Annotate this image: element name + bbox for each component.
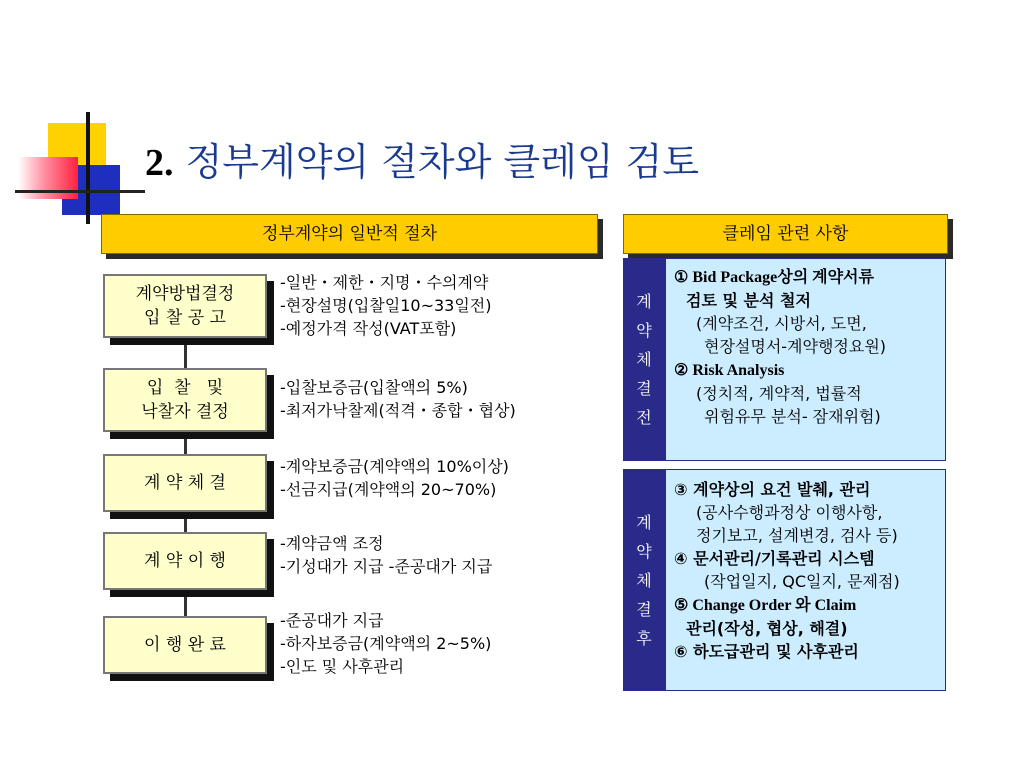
desc-line: -계약금액 조정 [280,534,384,553]
label-before-contract: 계 약 체 결 전 [623,258,665,461]
step-box-performance [103,532,267,590]
step-box-completion [103,616,267,674]
step-description [280,376,516,422]
claim-item-heading: ② Risk Analysis [674,362,785,379]
step-box-contract [103,454,267,512]
step-box-award [103,368,267,432]
title-number: 2. [145,142,174,184]
desc-line: -일반・제한・지명・수의계약 [280,273,489,292]
title-text: 정부계약의 절차와 클레임 검토 [185,140,700,184]
step-description [280,532,492,578]
page-title [145,138,699,187]
desc-line: -예정가격 작성(VAT포함) [280,319,457,338]
claim-line: 정기보고, 설계변경, 검사 등) [696,526,898,545]
ornament-vertical-line [86,112,90,224]
claim-line: 위험유무 분석- 잠재위험) [704,407,881,426]
step-label: 계 약 이 행 [144,551,226,571]
step-label: 낙찰자 결정 [141,402,229,422]
claim-line: 검토 및 분석 철저 [686,291,811,310]
claim-item-heading: ④ 문서관리/기록관리 시스템 [674,549,875,568]
claim-item-heading: ① Bid Package상의 계약서류 [674,269,874,286]
desc-line: -입찰보증금(입찰액의 5%) [280,378,468,397]
desc-line: -하자보증금(계약액의 2~5%) [280,634,492,653]
step-box-bidding-notice [103,274,267,338]
panel-after-contract [665,469,946,691]
desc-line: -최저가낙찰제(적격・종합・협상) [280,401,516,420]
step-description [280,271,492,340]
desc-line: -준공대가 지급 [280,611,384,630]
ornament-horizontal-line [15,190,145,193]
claim-line: 관리(작성, 협상, 해결) [686,619,848,638]
step-label: 계약방법결정 [135,284,235,304]
desc-line: -기성대가 지급 -준공대가 지급 [280,557,493,576]
left-header: 정부계약의 일반적 절차 [101,214,598,254]
step-description [280,455,509,501]
desc-line: -인도 및 사후관리 [280,657,405,676]
desc-line: -현장설명(입찰일10~33일전) [280,296,492,315]
claim-line: (정치적, 계약적, 법률적 [696,384,862,403]
claim-item-heading: ⑤ Change Order 와 Claim [674,597,857,614]
step-description [280,609,491,678]
claim-item-heading: ③ 계약상의 요건 발췌, 관리 [674,480,871,499]
step-label: 계 약 체 결 [144,473,226,493]
step-label: 입 찰 및 [146,378,224,398]
desc-line: -계약보증금(계약액의 10%이상) [280,457,509,476]
claim-line: (작업일지, QC일지, 문제점) [704,572,900,591]
panel-before-contract [665,258,946,461]
claim-line: (공사수행과정상 이행사항, [696,503,883,522]
step-label: 이 행 완 료 [144,635,226,655]
step-label: 입 찰 공 고 [144,308,226,328]
claim-item-heading: ⑥ 하도급관리 및 사후관리 [674,642,859,661]
claim-line: (계약조건, 시방서, 도면, [696,314,867,333]
desc-line: -선금지급(계약액의 20~70%) [280,480,497,499]
right-header: 클레임 관련 사항 [623,214,948,254]
claim-line: 현장설명서-계약행정요원) [704,337,887,356]
label-after-contract: 계 약 체 결 후 [623,469,665,691]
